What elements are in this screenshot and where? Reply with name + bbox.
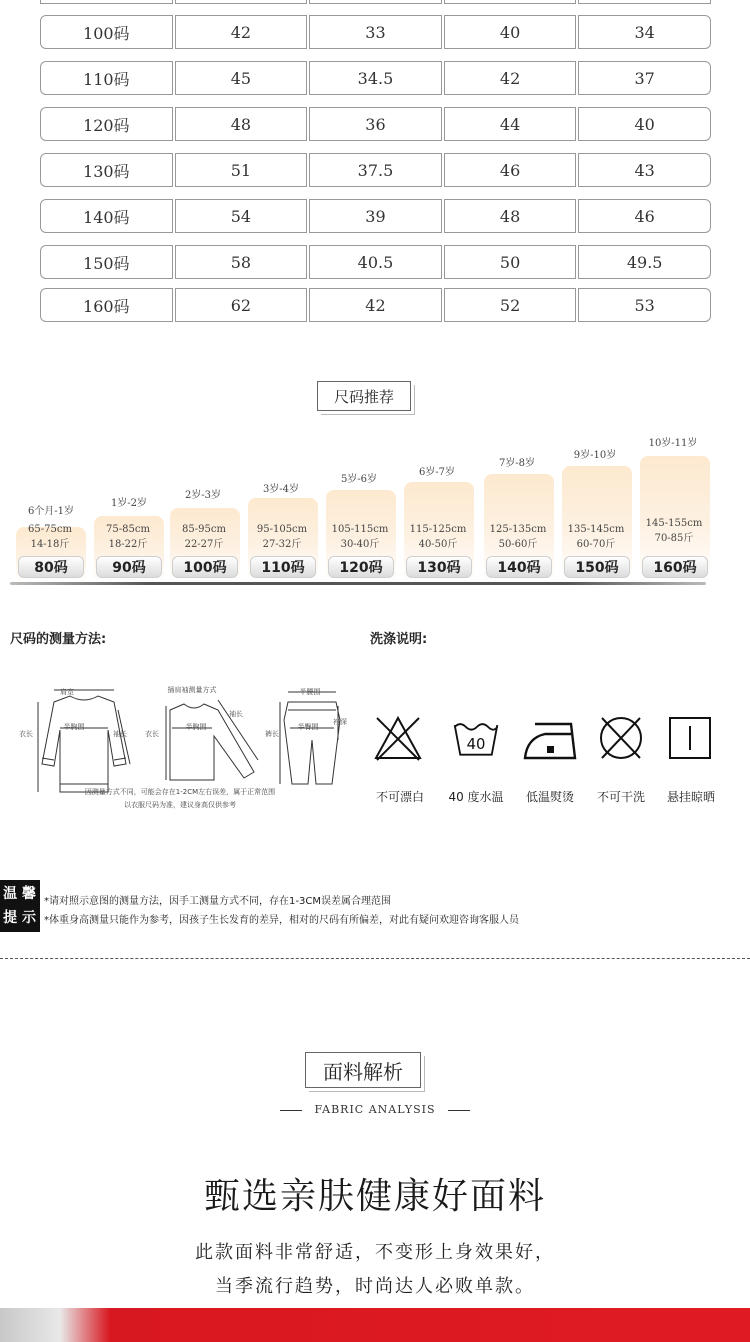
size-pill: 120码 [328, 556, 394, 578]
value-cell: 46 [578, 199, 711, 233]
height-range: 75-85cm [106, 524, 150, 535]
size-pill: 150码 [564, 556, 630, 578]
size-pill: 110码 [250, 556, 316, 578]
weight-range: 30-40斤 [340, 539, 380, 550]
value-cell: 48 [175, 107, 308, 141]
raglan-length-label: 衣长 [145, 730, 159, 738]
height-range: 145-155cm [645, 518, 703, 529]
wash-40-label: 40 度水温 [448, 790, 504, 804]
value-cell: 40 [578, 107, 711, 141]
age-label: 7岁-8岁 [498, 458, 536, 469]
fabric-description-1: 此款面料非常舒适，不变形上身效果好， [195, 1242, 555, 1263]
size-cell: 150码 [40, 245, 173, 279]
table-row [40, 245, 711, 279]
value-cell: 34 [578, 15, 711, 49]
size-cell: 160码 [40, 288, 173, 322]
value-cell: 52 [444, 288, 577, 322]
range-label [478, 522, 558, 552]
size-pill: 100码 [172, 556, 238, 578]
pant-length-label: 裤长 [265, 730, 279, 738]
height-range: 85-95cm [182, 524, 226, 535]
age-label: 3岁-4岁 [262, 484, 300, 495]
wash-title: 洗涤说明: [370, 632, 428, 647]
length-label: 衣长 [19, 730, 33, 738]
subtitle-rule-right [448, 1110, 470, 1111]
size-cell: 140码 [40, 199, 173, 233]
range-label [320, 522, 400, 552]
tip-badge-line-2: 提 示 [3, 910, 36, 926]
weight-range: 27-32斤 [262, 539, 302, 550]
age-label: 9岁-10岁 [573, 450, 617, 461]
fabric-subtitle: FABRIC ANALYSIS [314, 1103, 436, 1116]
tip-badge-line-1: 温 馨 [3, 886, 36, 902]
fabric-headline: 甄选亲肤健康好面料 [203, 1176, 546, 1217]
value-cell: 42 [175, 15, 308, 49]
wash-40-icon [451, 712, 501, 764]
no-bleach-label: 不可漂白 [375, 790, 424, 804]
age-label: 6个月-1岁 [27, 506, 75, 517]
size-recommend-chart [0, 430, 750, 590]
value-cell: 53 [578, 288, 711, 322]
age-label: 5岁-6岁 [340, 474, 378, 485]
value-cell: 42 [444, 61, 577, 95]
sweatshirt-outline [42, 696, 126, 792]
wash-temp-text: 40 [466, 736, 486, 754]
shoulder-label: 肩宽 [60, 688, 74, 696]
pants-outline [284, 702, 340, 784]
height-range: 105-115cm [331, 524, 389, 535]
fabric-title: 面料解析 [305, 1052, 421, 1088]
size-pill: 140码 [486, 556, 552, 578]
value-cell: 46 [444, 153, 577, 187]
sleeve-label: 袖长 [113, 730, 127, 738]
raglan-chest-label: 半胸围 [185, 723, 207, 731]
value-cell: 49.5 [578, 245, 711, 279]
measure-note-2: 以衣服尺码为准，建议身高仅供参考 [124, 801, 236, 809]
measure-method-title: 尺码的测量方法: [10, 632, 107, 647]
hang-dry-label: 悬挂晾晒 [666, 790, 715, 804]
value-cell: 40.5 [309, 245, 442, 279]
weight-range: 14-18斤 [30, 539, 70, 550]
height-range: 125-135cm [489, 524, 547, 535]
range-label [634, 516, 714, 546]
height-range: 135-145cm [567, 524, 625, 535]
recommend-title: 尺码推荐 [317, 381, 411, 411]
chest-label: 半胸围 [63, 723, 85, 731]
size-cell: 120码 [40, 107, 173, 141]
tip-line-1: *请对照示意图的测量方法，因手工测量方式不同，存在1-3CM误差属合理范围 [44, 896, 391, 907]
value-cell: 58 [175, 245, 308, 279]
range-label [164, 522, 244, 552]
range-label [88, 522, 168, 552]
table-row [40, 15, 711, 49]
raglan-title: 插肩袖测量方式 [167, 686, 217, 694]
fabric-description-2: 当季流行趋势，时尚达人必败单款。 [215, 1276, 535, 1297]
value-cell: 33 [309, 15, 442, 49]
fabric-subtitle-row [0, 1103, 750, 1116]
no-dry-clean-label: 不可干洗 [596, 790, 645, 804]
size-cell: 100码 [40, 15, 173, 49]
size-pill: 160码 [642, 556, 708, 578]
subtitle-rule-left [280, 1110, 302, 1111]
value-cell: 39 [309, 199, 442, 233]
low-iron-icon [521, 712, 579, 764]
size-cell: 130码 [40, 153, 173, 187]
table-row [40, 199, 711, 233]
low-iron-label: 低温熨烫 [525, 790, 574, 804]
range-label [242, 522, 322, 552]
value-cell: 34.5 [309, 61, 442, 95]
age-label: 6岁-7岁 [418, 467, 456, 478]
baseline-divider [10, 582, 706, 585]
size-cell: 110码 [40, 61, 173, 95]
measure-note-1: 因测量方式不同，可能会存在1-2CM左右误差，属于正常范围 [84, 788, 276, 796]
hip-label: 半臀围 [297, 723, 319, 731]
value-cell: 42 [309, 288, 442, 322]
weight-range: 40-50斤 [418, 539, 458, 550]
age-label: 2岁-3岁 [184, 490, 222, 501]
value-cell: 40 [444, 15, 577, 49]
table-top-stubs [40, 0, 711, 4]
rise-label: 裆深 [333, 718, 347, 726]
range-label [398, 522, 478, 552]
section-divider [0, 958, 750, 959]
value-cell: 51 [175, 153, 308, 187]
weight-range: 18-22斤 [108, 539, 148, 550]
raglan-sleeve-label: 袖长 [229, 710, 243, 718]
size-pill: 80码 [18, 556, 84, 578]
value-cell: 45 [175, 61, 308, 95]
tip-line-2: *体重身高测量只能作为参考，因孩子生长发育的差异，相对的尺码有所偏差，对此有疑问欢迎咨询客服人员 [44, 915, 519, 926]
weight-range: 50-60斤 [498, 539, 538, 550]
table-row [40, 61, 711, 95]
warm-tip-badge [0, 880, 40, 932]
value-cell: 50 [444, 245, 577, 279]
height-range: 65-75cm [28, 524, 72, 535]
age-label: 10岁-11岁 [648, 438, 698, 449]
no-bleach-icon [373, 712, 423, 764]
hang-dry-icon [666, 712, 716, 764]
product-photo-strip [0, 1308, 750, 1342]
size-pill: 130码 [406, 556, 472, 578]
table-row [40, 107, 711, 141]
value-cell: 62 [175, 288, 308, 322]
table-row [40, 153, 711, 187]
value-cell: 43 [578, 153, 711, 187]
weight-range: 60-70斤 [576, 539, 616, 550]
table-row [40, 288, 711, 322]
waist-label: 半腰围 [299, 688, 321, 696]
range-label [10, 522, 90, 552]
range-label [556, 522, 636, 552]
height-range: 115-125cm [409, 524, 467, 535]
height-range: 95-105cm [256, 524, 308, 535]
weight-range: 70-85斤 [654, 533, 694, 544]
value-cell: 44 [444, 107, 577, 141]
value-cell: 37 [578, 61, 711, 95]
age-label: 1岁-2岁 [110, 498, 148, 509]
no-dry-clean-icon [596, 712, 646, 764]
size-pill: 90码 [96, 556, 162, 578]
weight-range: 22-27斤 [184, 539, 224, 550]
value-cell: 37.5 [309, 153, 442, 187]
value-cell: 54 [175, 199, 308, 233]
value-cell: 36 [309, 107, 442, 141]
value-cell: 48 [444, 199, 577, 233]
